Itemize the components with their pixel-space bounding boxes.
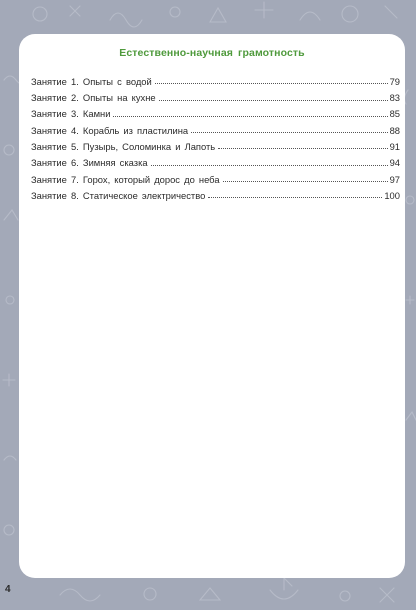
toc-entry[interactable]: [31, 184, 400, 200]
arc-doodle: [4, 456, 16, 460]
toc-entry-label: Занятие 1. Опыты с водой: [31, 75, 152, 87]
toc-entry-label: Занятие 8. Статическое электричество: [31, 189, 206, 201]
toc-entry[interactable]: [31, 168, 400, 184]
bubble-doodle: [33, 7, 47, 21]
page-number: 4: [5, 584, 11, 595]
toc-entry-page: 97: [389, 173, 400, 185]
toc-entry-page: 79: [389, 75, 400, 87]
toc-entry-page: 91: [389, 141, 400, 153]
toc-leader-dots: [191, 132, 387, 133]
bubble-doodle: [4, 525, 14, 535]
line-doodle: [385, 6, 397, 18]
toc-entry-page: 100: [384, 189, 400, 201]
toc-entry-label: Занятие 3. Камни: [31, 108, 111, 120]
bubble-doodle: [342, 6, 358, 22]
wave-doodle: [110, 13, 142, 27]
cross-doodle: [380, 588, 394, 602]
wave-doodle: [60, 589, 100, 601]
bubble-doodle: [406, 196, 414, 204]
table-of-contents: [31, 70, 400, 200]
toc-leader-dots: [113, 116, 387, 117]
bubble-doodle: [340, 591, 350, 601]
toc-entry-page: 94: [389, 157, 400, 169]
toc-entry-page: 85: [389, 108, 400, 120]
toc-leader-dots: [223, 181, 388, 182]
toc-entry[interactable]: [31, 119, 400, 135]
angle-doodle: [406, 412, 416, 420]
toc-entry[interactable]: [31, 135, 400, 151]
section-title: Естественно-научная грамотность: [119, 47, 305, 59]
toc-entry-label: Занятие 2. Опыты на кухне: [31, 92, 156, 104]
toc-leader-dots: [208, 197, 382, 198]
toc-entry-page: 83: [389, 92, 400, 104]
toc-leader-dots: [218, 148, 387, 149]
arc-doodle: [300, 12, 320, 20]
toc-leader-dots: [151, 165, 388, 166]
angle-doodle: [4, 210, 18, 220]
toc-entry[interactable]: [31, 70, 400, 86]
bubble-doodle: [4, 145, 14, 155]
toc-leader-dots: [159, 100, 388, 101]
sail-doodle: [284, 578, 292, 590]
toc-entry-label: Занятие 4. Корабль из пластилина: [31, 124, 189, 136]
toc-entry[interactable]: [31, 86, 400, 102]
plus-doodle: [406, 296, 414, 304]
toc-entry-label: Занятие 5. Пузырь, Соломинка и Лапоть: [31, 141, 216, 153]
content-card: [19, 34, 405, 578]
plus-doodle: [3, 374, 15, 386]
bubble-doodle: [144, 588, 156, 600]
toc-entry[interactable]: [31, 151, 400, 167]
boat-doodle: [270, 590, 298, 599]
cross-doodle: [70, 6, 80, 16]
bubble-doodle: [170, 7, 180, 17]
triangle-doodle: [200, 588, 220, 600]
triangle-doodle: [210, 8, 226, 22]
toc-entry-label: Занятие 7. Горох, который дорос до неба: [31, 173, 220, 185]
plus-doodle: [255, 2, 273, 18]
toc-leader-dots: [155, 83, 388, 84]
toc-entry-page: 88: [389, 124, 400, 136]
toc-entry-label: Занятие 6. Зимняя сказка: [31, 157, 148, 169]
bubble-doodle: [6, 296, 14, 304]
toc-entry[interactable]: [31, 103, 400, 119]
